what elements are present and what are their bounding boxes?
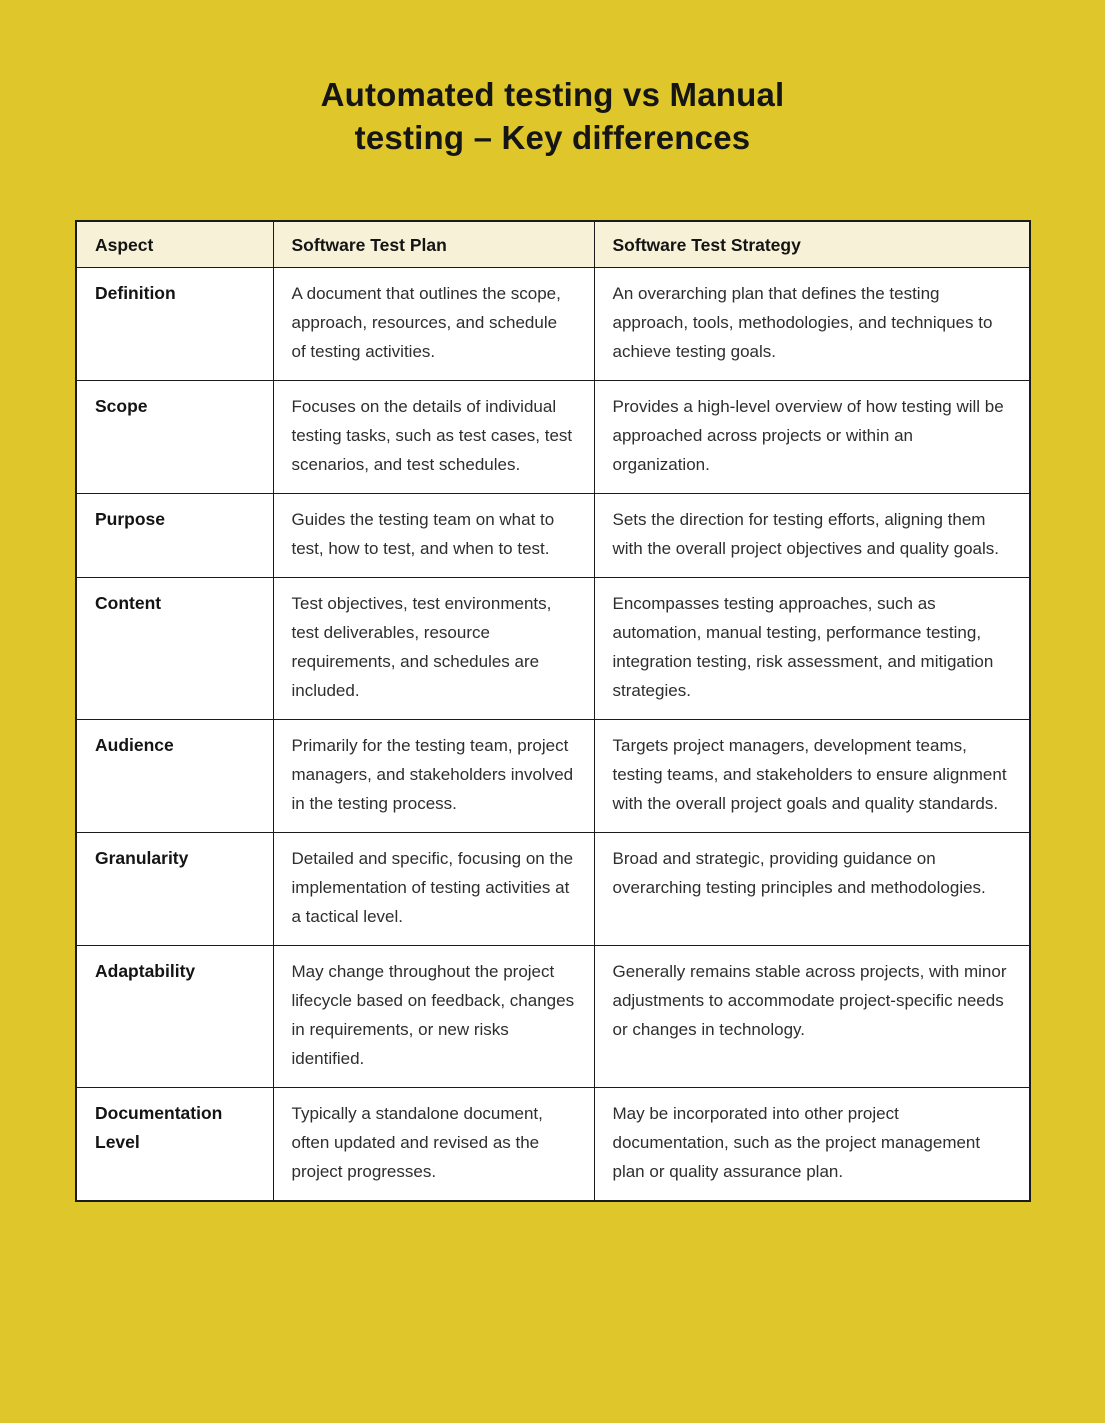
row-test-plan-cell: A document that outlines the scope, approach, resources, and schedule of testing activities. bbox=[273, 267, 594, 380]
row-aspect-label: Audience bbox=[76, 719, 273, 832]
row-test-plan-cell: Focuses on the details of individual testing tasks, such as test cases, test scenarios, and test schedules. bbox=[273, 380, 594, 493]
row-aspect-label: Adaptability bbox=[76, 945, 273, 1087]
table-row bbox=[76, 267, 1030, 380]
row-test-plan-cell: Typically a standalone document, often updated and revised as the project progresses. bbox=[273, 1087, 594, 1201]
row-aspect-label: Granularity bbox=[76, 832, 273, 945]
row-test-plan-cell: May change throughout the project lifecycle based on feedback, changes in requirements, or new risks identified. bbox=[273, 945, 594, 1087]
row-aspect-label: Documentation Level bbox=[76, 1087, 273, 1201]
row-test-plan-cell: Primarily for the testing team, project managers, and stakeholders involved in the testing process. bbox=[273, 719, 594, 832]
row-test-strategy-cell: Sets the direction for testing efforts, aligning them with the overall project objectives and quality goals. bbox=[594, 493, 1030, 577]
table-row bbox=[76, 493, 1030, 577]
row-test-plan-cell: Guides the testing team on what to test, how to test, and when to test. bbox=[273, 493, 594, 577]
table-row bbox=[76, 832, 1030, 945]
row-test-strategy-cell: An overarching plan that defines the testing approach, tools, methodologies, and techniques to achieve testing goals. bbox=[594, 267, 1030, 380]
page-title bbox=[0, 0, 1105, 160]
column-header-aspect: Aspect bbox=[76, 221, 273, 268]
row-test-strategy-cell: Provides a high-level overview of how testing will be approached across projects or within an organization. bbox=[594, 380, 1030, 493]
row-aspect-label: Definition bbox=[76, 267, 273, 380]
column-header-test-plan: Software Test Plan bbox=[273, 221, 594, 268]
header-row bbox=[76, 221, 1030, 268]
row-test-strategy-cell: Broad and strategic, providing guidance on overarching testing principles and methodologies. bbox=[594, 832, 1030, 945]
table-row bbox=[76, 380, 1030, 493]
table-row bbox=[76, 945, 1030, 1087]
row-aspect-label: Purpose bbox=[76, 493, 273, 577]
title-line-2: testing – Key differences bbox=[354, 118, 751, 156]
table-row bbox=[76, 1087, 1030, 1201]
row-test-strategy-cell: Generally remains stable across projects, with minor adjustments to accommodate project-specific needs or changes in technology. bbox=[594, 945, 1030, 1087]
row-test-strategy-cell: May be incorporated into other project documentation, such as the project management plan or quality assurance plan. bbox=[594, 1087, 1030, 1201]
row-test-strategy-cell: Targets project managers, development teams, testing teams, and stakeholders to ensure alignment with the overall project goals and quality standards. bbox=[594, 719, 1030, 832]
row-test-plan-cell: Detailed and specific, focusing on the implementation of testing activities at a tactical level. bbox=[273, 832, 594, 945]
row-aspect-label: Scope bbox=[76, 380, 273, 493]
comparison-table bbox=[75, 220, 1031, 1202]
column-header-test-strategy: Software Test Strategy bbox=[594, 221, 1030, 268]
table-row bbox=[76, 577, 1030, 719]
row-test-strategy-cell: Encompasses testing approaches, such as automation, manual testing, performance testing, integration testing, risk assessment, and mitigation strategies. bbox=[594, 577, 1030, 719]
title-line-1: Automated testing vs Manual bbox=[320, 76, 785, 113]
row-aspect-label: Content bbox=[76, 577, 273, 719]
table-row bbox=[76, 719, 1030, 832]
row-test-plan-cell: Test objectives, test environments, test deliverables, resource requirements, and schedules are included. bbox=[273, 577, 594, 719]
